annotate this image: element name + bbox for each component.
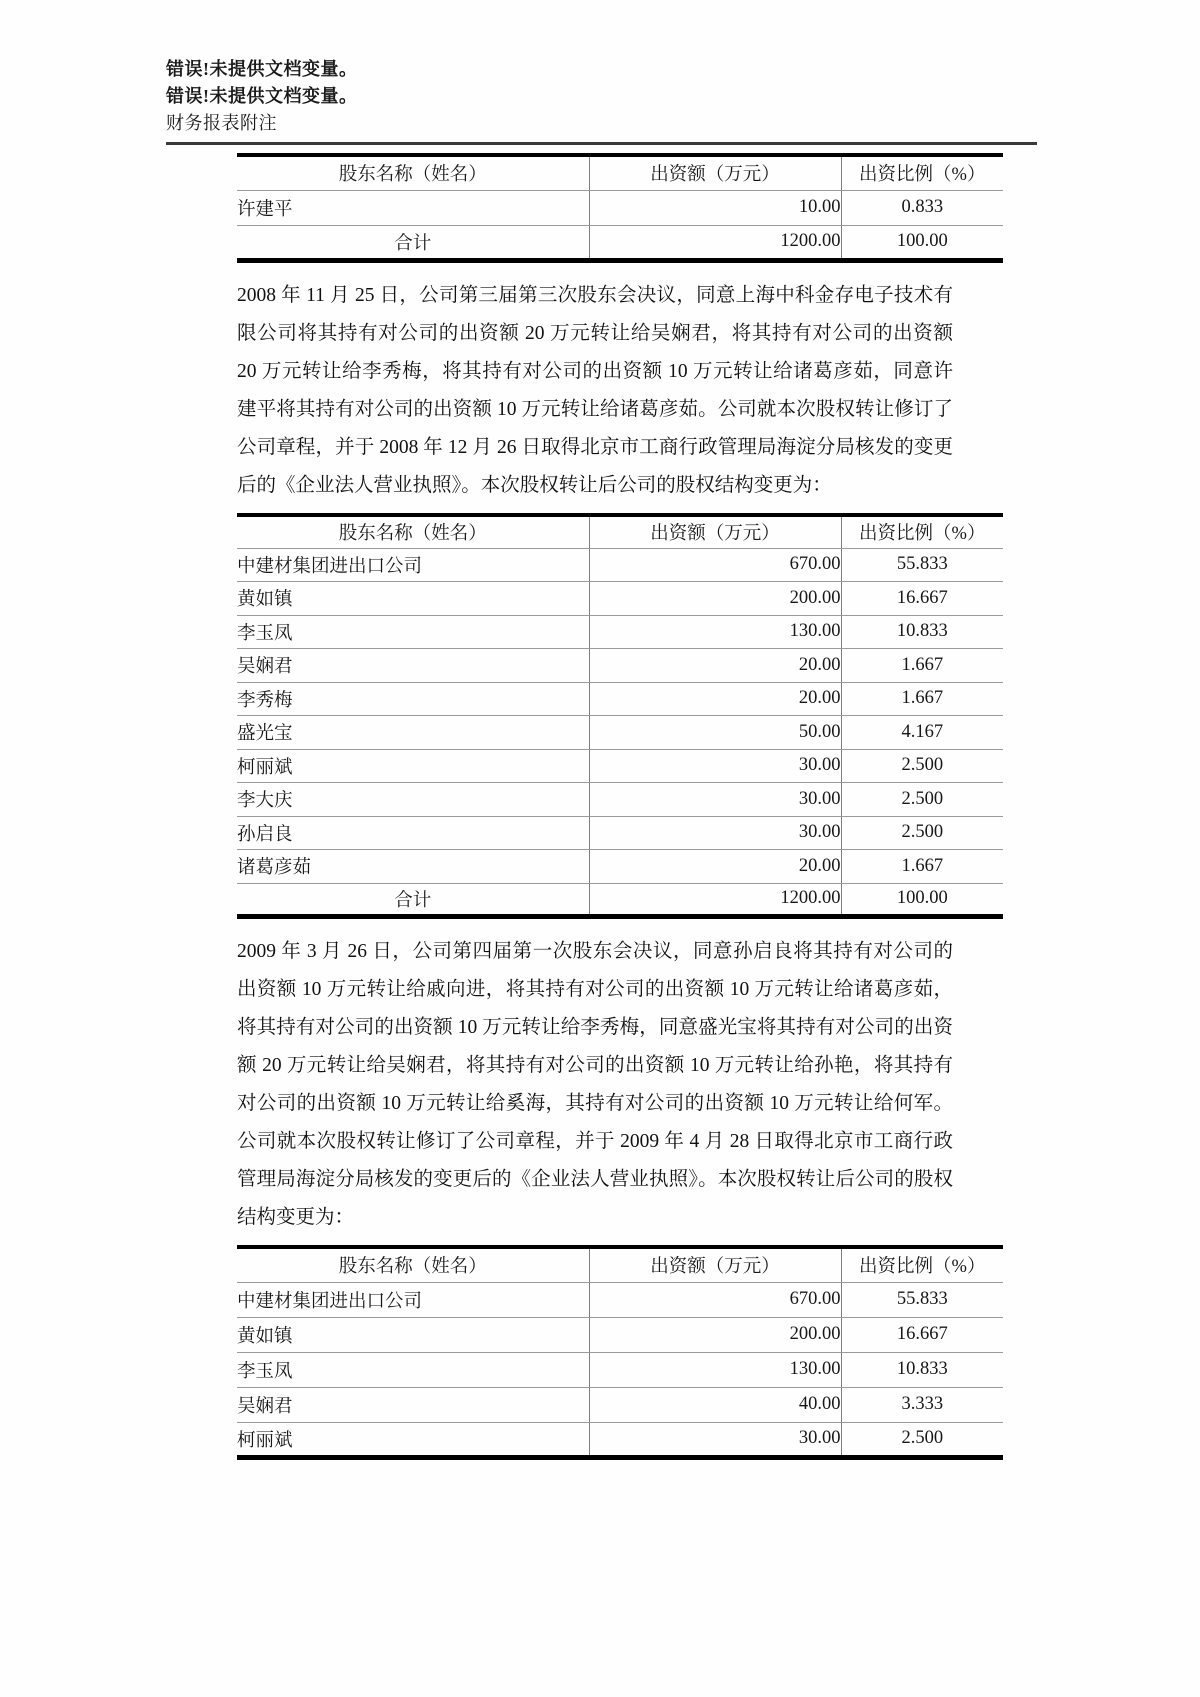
shareholder-table-prior bbox=[237, 153, 1003, 263]
col-header-ratio: 出资比例（%） bbox=[841, 1247, 1003, 1282]
ratio-cell: 10.833 bbox=[841, 1352, 1003, 1387]
shareholder-name-cell: 李秀梅 bbox=[237, 682, 589, 716]
shareholder-name-cell: 李玉凤 bbox=[237, 1352, 589, 1387]
shareholder-name-cell: 李玉凤 bbox=[237, 615, 589, 649]
table-total-row bbox=[237, 883, 1003, 917]
ratio-cell: 55.833 bbox=[841, 548, 1003, 582]
ratio-cell: 55.833 bbox=[841, 1282, 1003, 1317]
table-row bbox=[237, 1282, 1003, 1317]
ratio-cell: 2.500 bbox=[841, 816, 1003, 850]
table-row bbox=[237, 582, 1003, 616]
shareholder-name-cell: 盛光宝 bbox=[237, 716, 589, 750]
shareholder-name-cell: 孙启良 bbox=[237, 816, 589, 850]
ratio-cell: 3.333 bbox=[841, 1387, 1003, 1422]
table-row bbox=[237, 1352, 1003, 1387]
total-label-cell: 合计 bbox=[394, 890, 432, 911]
ratio-cell: 1.667 bbox=[841, 850, 1003, 884]
table-row bbox=[237, 190, 1003, 225]
total-amount-cell: 1200.00 bbox=[589, 225, 841, 260]
table-header-row bbox=[237, 155, 1003, 190]
amount-cell: 130.00 bbox=[589, 615, 841, 649]
amount-cell: 200.00 bbox=[589, 1317, 841, 1352]
table-row bbox=[237, 783, 1003, 817]
table-row bbox=[237, 816, 1003, 850]
ratio-cell: 1.667 bbox=[841, 649, 1003, 683]
amount-cell: 50.00 bbox=[589, 716, 841, 750]
col-header-ratio: 出资比例（%） bbox=[841, 515, 1003, 549]
table-header-row bbox=[237, 515, 1003, 549]
amount-cell: 30.00 bbox=[589, 749, 841, 783]
shareholder-name-cell: 黄如镇 bbox=[237, 582, 589, 616]
header-rule bbox=[166, 142, 1037, 145]
amount-cell: 670.00 bbox=[589, 548, 841, 582]
col-header-shareholder: 股东名称（姓名） bbox=[237, 1247, 589, 1282]
shareholder-name-cell: 柯丽斌 bbox=[237, 749, 589, 783]
header-error-line-1: 错误!未提供文档变量。 bbox=[166, 59, 358, 79]
table-total-row bbox=[237, 225, 1003, 260]
amount-cell: 20.00 bbox=[589, 850, 841, 884]
ratio-cell: 4.167 bbox=[841, 716, 1003, 750]
table-row bbox=[237, 682, 1003, 716]
shareholder-name-cell: 李大庆 bbox=[237, 783, 589, 817]
col-header-amount: 出资额（万元） bbox=[589, 155, 841, 190]
table-row bbox=[237, 850, 1003, 884]
ratio-cell: 2.500 bbox=[841, 1422, 1003, 1457]
amount-cell: 40.00 bbox=[589, 1387, 841, 1422]
amount-cell: 30.00 bbox=[589, 783, 841, 817]
table-row bbox=[237, 548, 1003, 582]
total-ratio-cell: 100.00 bbox=[841, 883, 1003, 917]
ratio-cell: 2.500 bbox=[841, 749, 1003, 783]
ratio-cell: 2.500 bbox=[841, 783, 1003, 817]
paragraph-2009-equity-transfer: 2009 年 3 月 26 日，公司第四届第一次股东会决议，同意孙启良将其持有对公司的出资额 10 万元转让给戚向进，将其持有对公司的出资额 10 万元转让给诸葛彦茹，将其持有对公司的出资额 10 万元转让给李秀梅，同意盛光宝将其持有对公司的出资额 20 万元转让给吴娴君，将其持有对公司的出资额 10 万元转让给孙艳，将其持有对公司的出资额 10 万元转让给奚海，其持有对公司的出资额 10 万元转让给何军。公司就本次股权转让修订了公司章程，并于 2009 年 4 月 28 日取得北京市工商行政管理局海淀分局核发的变更后的《企业法人营业执照》。本次股权转让后公司的股权结构变更为： bbox=[237, 941, 953, 1228]
col-header-shareholder: 股东名称（姓名） bbox=[237, 155, 589, 190]
ratio-cell: 16.667 bbox=[841, 1317, 1003, 1352]
shareholder-name-cell: 中建材集团进出口公司 bbox=[237, 548, 589, 582]
shareholder-name-cell: 中建材集团进出口公司 bbox=[237, 1282, 589, 1317]
shareholder-name-cell: 诸葛彦茹 bbox=[237, 850, 589, 884]
col-header-amount: 出资额（万元） bbox=[589, 515, 841, 549]
col-header-ratio: 出资比例（%） bbox=[841, 155, 1003, 190]
amount-cell: 30.00 bbox=[589, 816, 841, 850]
shareholder-name-cell: 柯丽斌 bbox=[237, 1430, 293, 1451]
shareholder-name-cell: 吴娴君 bbox=[237, 1387, 589, 1422]
table-row bbox=[237, 649, 1003, 683]
col-header-amount: 出资额（万元） bbox=[589, 1247, 841, 1282]
amount-cell: 30.00 bbox=[589, 1422, 841, 1457]
shareholder-name-cell: 吴娴君 bbox=[237, 649, 589, 683]
amount-cell: 20.00 bbox=[589, 649, 841, 683]
shareholder-table-2009 bbox=[237, 1245, 1003, 1460]
amount-cell: 20.00 bbox=[589, 682, 841, 716]
ratio-cell: 10.833 bbox=[841, 615, 1003, 649]
amount-cell: 200.00 bbox=[589, 582, 841, 616]
total-amount-cell: 1200.00 bbox=[589, 883, 841, 917]
table-row bbox=[237, 716, 1003, 750]
shareholder-name-cell: 黄如镇 bbox=[237, 1317, 589, 1352]
shareholder-table-2008 bbox=[237, 513, 1003, 920]
header-error-line-2: 错误!未提供文档变量。 bbox=[166, 86, 358, 106]
table-row bbox=[237, 1387, 1003, 1422]
paragraph-2008-equity-transfer: 2008 年 11 月 25 日，公司第三届第三次股东会决议，同意上海中科金存电子技术有限公司将其持有对公司的出资额 20 万元转让给吴娴君，将其持有对公司的出资额 20 万元转让给李秀梅，将其持有对公司的出资额 10 万元转让给诸葛彦茹，同意许建平将其持有对公司的出资额 10 万元转让给诸葛彦茹。公司就本次股权转让修订了公司章程，并于 2008 年 12 月 26 日取得北京市工商行政管理局海淀分局核发的变更后的《企业法人营业执照》。本次股权转让后公司的股权结构变更为： bbox=[237, 284, 953, 496]
total-ratio-cell: 100.00 bbox=[841, 225, 1003, 260]
table-row bbox=[237, 749, 1003, 783]
table-row bbox=[237, 615, 1003, 649]
amount-cell: 10.00 bbox=[589, 190, 841, 225]
document-header bbox=[166, 0, 1200, 137]
table-row bbox=[237, 1422, 1003, 1457]
shareholder-name-cell: 许建平 bbox=[237, 190, 589, 225]
amount-cell: 130.00 bbox=[589, 1352, 841, 1387]
table-row bbox=[237, 1317, 1003, 1352]
header-section-title: 财务报表附注 bbox=[166, 113, 277, 133]
content-column bbox=[237, 153, 1003, 1460]
ratio-cell: 0.833 bbox=[841, 190, 1003, 225]
ratio-cell: 16.667 bbox=[841, 582, 1003, 616]
total-label-cell: 合计 bbox=[394, 233, 432, 254]
table-header-row bbox=[237, 1247, 1003, 1282]
ratio-cell: 1.667 bbox=[841, 682, 1003, 716]
col-header-shareholder: 股东名称（姓名） bbox=[237, 515, 589, 549]
amount-cell: 670.00 bbox=[589, 1282, 841, 1317]
